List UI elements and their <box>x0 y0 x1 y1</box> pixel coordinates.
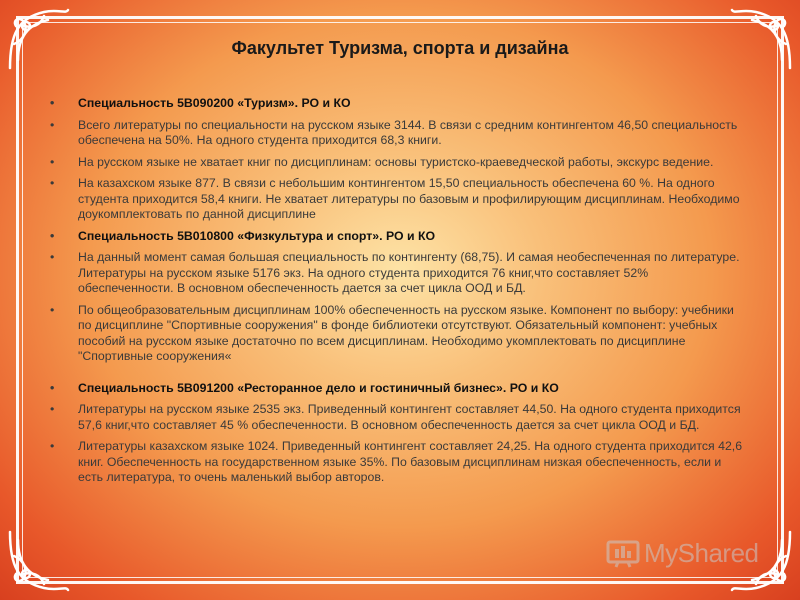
list-item: • На казахском языке 877. В связи с небольшим контингентом 15,50 специальность обеспечена 60 %. На одного студента приходится 58,4 книги. Не хватает литературы по базовым и профилирующим дисциплинам. Необходимо доукомплектовать по данной дисциплине <box>46 176 746 223</box>
corner-ornament-icon <box>4 526 74 596</box>
list-item: • Литературы на русском языке 2535 экз. Приведенный контингент составляет 44,50. На одного студента приходится 57,6 книг,что составляет 45 % обеспеченности. В основном обеспеченность дается за счет цикла ООД и БД. <box>46 402 746 433</box>
list-item: • По общеобразовательным дисциплинам 100% обеспеченность на русском языке. Компонент по выбору: учебники по дисциплине "Спортивные сооружения" в фонде библиотеки отсутствуют. Обязательный компонент: учебных пособий на русском языке достаточно по всем дисциплинам. Необходимо укомплектовать по дисциплине "Спортивные сооружения« <box>46 303 746 365</box>
list-item: • На данный момент самая большая специальность по контингенту (68,75). И самая необеспеченная по литературе. Литературы на русском языке 5176 экз. На одного студента приходится 76 книг,что составляет 52% обеспеченности. В основном обеспеченность дается за счет цикла ООД и БД. <box>46 250 746 297</box>
slide-title: Факультет Туризма, спорта и дизайна <box>231 38 569 58</box>
list-item-heading: • Специальность 5В010800 «Физкультура и спорт». РО и КО <box>46 229 746 245</box>
list-item: • Литературы казахском языке 1024. Приведенный контингент составляет 24,25. На одного студента приходится 42,6 книг. Обеспеченность на государственном языке 35%. По базовым дисциплинам низкая обеспеченность, если и есть литература, то очень маленький выбор авторов. <box>46 439 746 486</box>
myshared-logo-icon <box>606 538 640 568</box>
list-item-heading: • Специальность 5В090200 «Туризм». РО и КО <box>46 96 746 112</box>
bullet-list <box>46 96 746 492</box>
list-item-heading: • Специальность 5В091200 «Ресторанное дело и гостиничный бизнес». РО и КО <box>46 381 746 397</box>
watermark <box>606 536 759 570</box>
list-item: • Всего литературы по специальности на русском языке 3144. В связи с средним контингентом 46,50 специальность обеспечена на 50%. На одного студента приходится 68,3 книги. <box>46 118 746 149</box>
list-item: • На русском языке не хватает книг по дисциплинам: основы туристско-краеведческой работы, экскурс ведение. <box>46 155 746 171</box>
watermark-text: MyShared <box>644 537 759 568</box>
